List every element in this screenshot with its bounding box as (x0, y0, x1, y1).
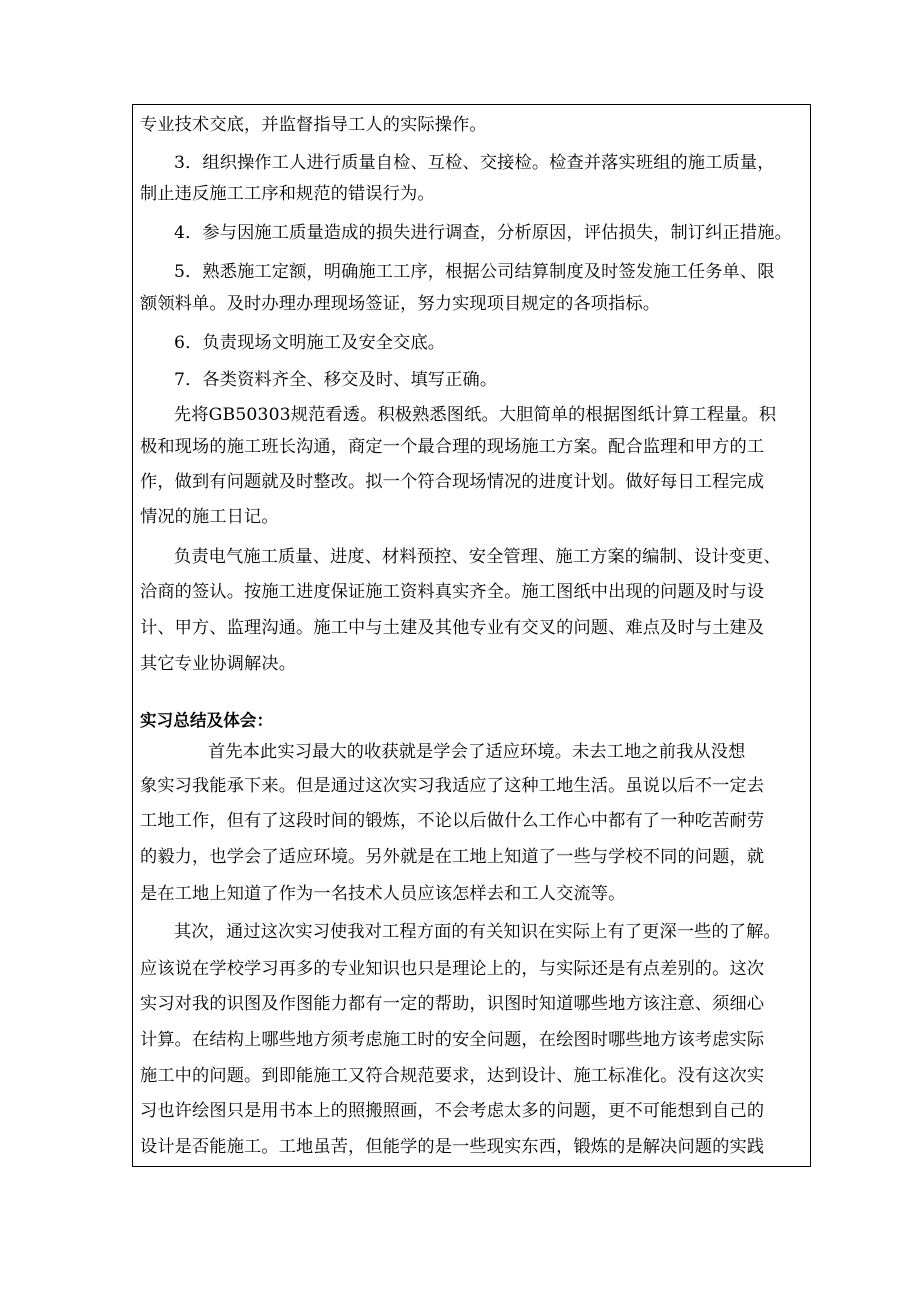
text-line: 计、甲方、监理沟通。施工中与土建及其他专业有交叉的问题、难点及时与土建及 (140, 618, 765, 638)
text-line: 首先本此实习最大的收获就是学会了适应环境。未去工地之前我从没想 (208, 742, 746, 762)
text-line: 习也许绘图只是用书本上的照搬照画，不会考虑太多的问题，更不可能想到自己的 (140, 1101, 765, 1121)
text-line: 作，做到有问题就及时整改。拟一个符合现场情况的进度计划。做好每日工程完成 (140, 472, 765, 492)
text-line: 5．熟悉施工定额，明确施工工序，根据公司结算制度及时签发施工任务单、限 (174, 262, 775, 282)
section-heading: 实习总结及体会： (140, 711, 274, 730)
text-line: 专业技术交底，并监督指导工人的实际操作。 (140, 115, 487, 135)
text-line: 额领料单。及时办理办理现场签证，努力实现项目规定的各项指标。 (140, 294, 661, 314)
text-line: 先将GB50303规范看透。积极熟悉图纸。大胆简单的根据图纸计算工程量。积 (174, 405, 777, 425)
text-line: 计算。在结构上哪些地方须考虑施工时的安全问题，在绘图时哪些地方该考虑实际 (140, 1030, 765, 1050)
text-line: 制止违反施工工序和规范的错误行为。 (140, 184, 435, 204)
text-line: 应该说在学校学习再多的专业知识也只是理论上的，与实际还是有点差别的。这次 (140, 959, 765, 979)
text-line: 是在工地上知道了作为一名技术人员应该怎样去和工人交流等。 (140, 884, 626, 904)
text-line: 情况的施工日记。 (140, 507, 279, 527)
text-line: 施工中的问题。到即能施工又符合规范要求，达到设计、施工标准化。没有这次实 (140, 1066, 765, 1086)
text-line: 设计是否能施工。工地虽苦，但能学的是一些现实东西，锻炼的是解决问题的实践 (140, 1137, 765, 1157)
text-line: 实习对我的识图及作图能力都有一定的帮助，识图时知道哪些地方该注意、须细心 (140, 994, 765, 1014)
text-line: 6．负责现场文明施工及安全交底。 (174, 333, 446, 353)
text-line: 洽商的签认。按施工进度保证施工资料真实齐全。施工图纸中出现的问题及时与设 (140, 582, 765, 602)
text-line: 其它专业协调解决。 (140, 654, 297, 674)
text-line: 象实习我能承下来。但是通过这次实习我适应了这种工地生活。虽说以后不一定去 (140, 776, 765, 796)
text-line: 工地工作，但有了这段时间的锻炼，不论以后做什么工作心中都有了一种吃苦耐劳 (140, 811, 765, 831)
text-line: 负责电气施工质量、进度、材料预控、安全管理、施工方案的编制、设计变更、 (174, 547, 781, 567)
text-line: 极和现场的施工班长沟通，商定一个最合理的现场施工方案。配合监理和甲方的工 (140, 437, 765, 457)
text-line: 其次，通过这次实习使我对工程方面的有关知识在实际上有了更深一些的了解。 (174, 922, 781, 942)
text-line: 7．各类资料齐全、移交及时、填写正确。 (174, 370, 498, 390)
text-line: 3．组织操作工人进行质量自检、互检、交接检。检查并落实班组的施工质量， (174, 153, 775, 173)
text-line: 4．参与因施工质量造成的损失进行调查，分析原因，评估损失，制订纠正措施。 (174, 223, 792, 243)
text-line: 的毅力，也学会了适应环境。另外就是在工地上知道了一些与学校不同的问题，就 (140, 847, 765, 867)
